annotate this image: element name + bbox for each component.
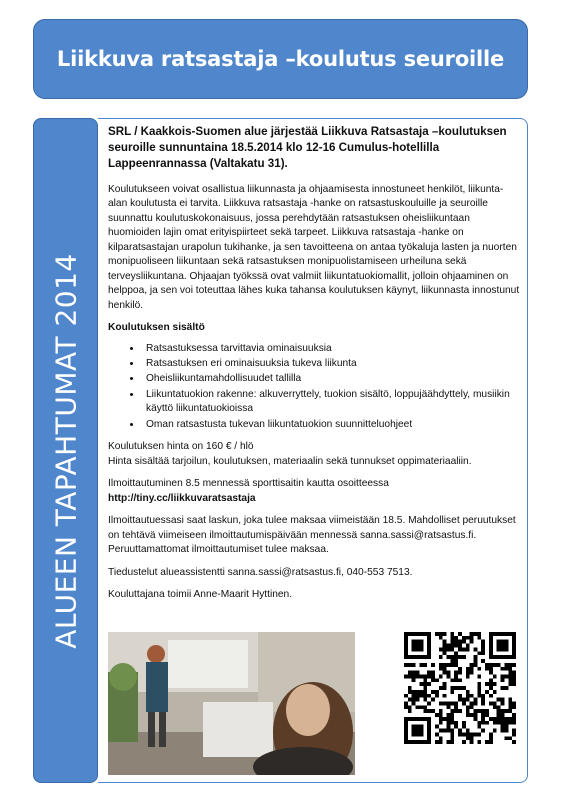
signup-text: Ilmoittautuminen 8.5 mennessä sporttisaitin kautta osoitteessa xyxy=(108,478,389,490)
price-block xyxy=(108,440,522,469)
content xyxy=(108,124,522,611)
inquiries-paragraph: Tiedustelut alueassistentti sanna.sassi@ratsastus.fi, 040-553 7513. xyxy=(108,566,413,578)
contents-heading: Koulutuksen sisältö xyxy=(108,322,205,334)
list-item: • Liikuntatuokion rakenne: alkuverryttely, tuokion sisältö, loppujäähdyttely, musiikin käyttö liikuntatuokioissa xyxy=(142,388,522,417)
page-title: Liikkuva ratsastaja –koulutus seuroille xyxy=(56,47,505,71)
side-label: ALUEEN TAPAHTUMAT 2014 xyxy=(49,252,82,649)
description-paragraph: Koulutukseen voivat osallistua liikunnasta ja ohjaamisesta innostuneet henkilöt, liikunta-alan koulutusta ei tarvita. Liikkuva ratsastaja -hanke on ratsastuskouluille ja seuroille suunnattu koulutuskokonaisuus, jossa perehdytään ratsastuksen oheisliikuntaan huomioiden lajin omat erityispiirteet sekä tarpeet. Liikkuva ratsastaja -hanke on kilparatsastajan urapolun tukihanke, ja sen tavoitteena on antaa työkaluja lasten ja nuorten monipuoliseen liikuntaan sekä ratsastuksen monipuolistamiseen urheiluna sekä terveysliikuntana. Ohjaajan työkssä ovat valmiit liikuntatuokiomallit, jolloin ohjaaminen on helppoa, ja sen voi toteuttaa lähes kuka tahansa koulutuksen käynyt, liikunnasta innostunut henkilö. xyxy=(108,183,520,311)
list-item: • Ratsastuksen eri ominaisuuksia tukeva liikunta xyxy=(142,357,522,371)
qr-code xyxy=(404,632,516,744)
list-item: • Oheisliikuntamahdollisuudet tallilla xyxy=(142,372,522,386)
photo-illustration xyxy=(108,632,355,775)
intro-paragraph: SRL / Kaakkois-Suomen alue järjestää Liikkuva Ratsastaja –koulutuksen seuroille sunnuntaina 18.5.2014 klo 12-16 Cumulus-hotellilla Lappeenrannassa (Valtakatu 31). xyxy=(108,125,507,171)
contents-list xyxy=(108,342,522,433)
price-details: Hinta sisältää tarjoilun, koulutuksen, materiaalin sekä tunnukset oppimateriaaliin. xyxy=(108,455,472,467)
side-banner xyxy=(33,118,98,783)
signup-link[interactable]: http://tiny.cc/liikkuvaratsastaja xyxy=(108,492,256,504)
qr-code-icon xyxy=(404,632,516,744)
event-photo xyxy=(108,632,355,775)
invoice-paragraph: Ilmoittautuessasi saat laskun, joka tulee maksaa viimeistään 18.5. Mahdolliset peruutukset on tehtävä viimeiseen ilmoittautumispäivään mennessä sanna.sassi@ratsastus.fi. Peruuttamattomat ilmoittautumiset tulee maksaa. xyxy=(108,515,516,556)
trainer-paragraph: Kouluttajana toimii Anne-Maarit Hyttinen. xyxy=(108,589,293,601)
list-item: • Oman ratsastusta tukevan liikuntatuokion suunnitteluohjeet xyxy=(142,418,522,432)
price-line: Koulutuksen hinta on 160 € / hlö xyxy=(108,441,254,453)
list-item: • Ratsastuksessa tarvittavia ominaisuuksia xyxy=(142,342,522,356)
title-banner xyxy=(33,19,528,99)
signup-block xyxy=(108,477,522,506)
